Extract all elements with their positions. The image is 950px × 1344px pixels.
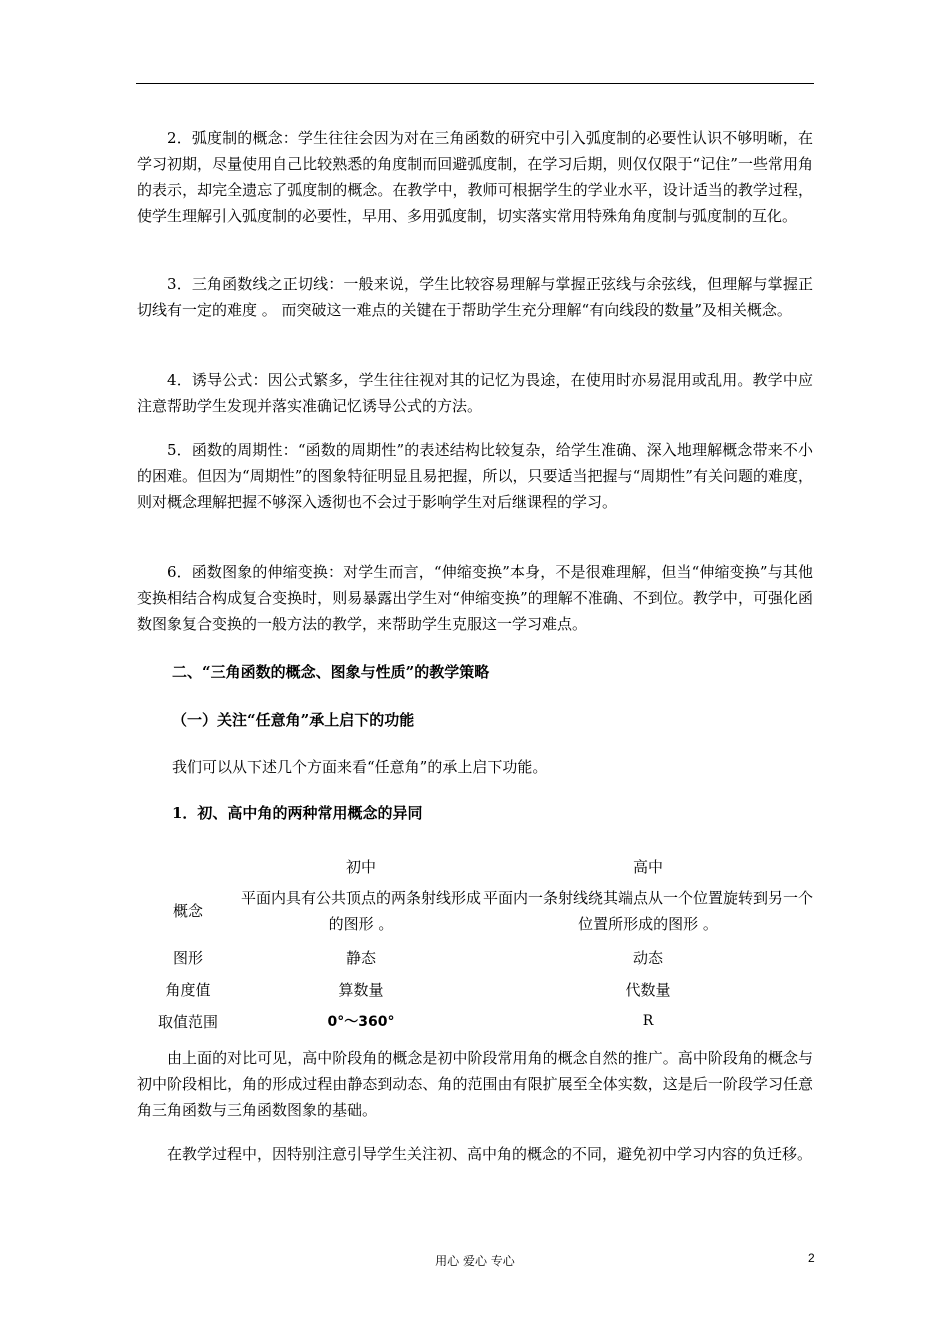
- header-rule: [136, 83, 814, 84]
- row-label-shape: 图形: [172, 948, 203, 967]
- cell-concept-senior: 平面内一条射线绕其端点从一个位置旋转到另一个位置所形成的图形 。: [483, 889, 814, 933]
- cell-range-junior: 0°～360°: [327, 1014, 395, 1030]
- row-label-angle-value: 角度值: [165, 980, 211, 999]
- table-row: [137, 973, 813, 1005]
- footer-slogan: 用心 爱心 专心: [435, 1254, 515, 1268]
- cell-shape-senior: 动态: [632, 948, 663, 967]
- table-row: [137, 1005, 813, 1037]
- paragraph-teaching-note: 在教学过程中，因特别注意引导学生关注初、高中角的概念的不同，避免初中学习内容的负迁移。: [167, 1145, 813, 1163]
- table-header-row: [137, 851, 813, 881]
- row-label-range: 取值范围: [157, 1012, 218, 1031]
- page-number: 2: [808, 1251, 815, 1265]
- row-label-concept: 概念: [172, 902, 203, 920]
- item-heading: 1．初、高中角的两种常用概念的异同: [172, 804, 423, 822]
- intro-line: 我们可以从下述几个方面来看“任意角”的承上启下功能。: [172, 758, 548, 776]
- cell-shape-junior: 静态: [345, 948, 376, 967]
- paragraph-induction-formula: 4．诱导公式：因公式繁多，学生往往视对其的记忆为畏途，在使用时亦易混用或乱用。教学中应注意帮助学生发现并落实准确记忆诱导公式的方法。: [137, 371, 813, 415]
- paragraph-periodicity: 5．函数的周期性：“函数的周期性”的表述结构比较复杂，给学生准确、深入地理解概念带来不小的困难。但因为“周期性”的图象特征明显且易把握，所以，只要适当把握与“周期性”有关问题的难度，则对概念理解把握不够深入透彻也不会过于影响学生对后继课程的学习。: [137, 441, 813, 511]
- subsection-heading: （一）关注“任意角”承上启下的功能: [172, 711, 415, 729]
- table-row: [137, 941, 813, 973]
- table-row: [137, 881, 813, 941]
- cell-concept-junior: 平面内具有公共顶点的两条射线形成的图形 。: [240, 889, 481, 933]
- header-senior: 高中: [632, 857, 663, 876]
- paragraph-radian-concept: 2．弧度制的概念：学生往往会因为对在三角函数的研究中引入弧度制的必要性认识不够明晰，在学习初期，尽量使用自己比较熟悉的角度制而回避弧度制，在学习后期，则仅仅限于“记住”一些常用角的表示，却完全遗忘了弧度制的概念。在教学中，教师可根据学生的学业水平，设计适当的教学过程，使学生理解引入弧度制的必要性，早用、多用弧度制，切实落实常用特殊角角度制与弧度制的互化。: [137, 129, 813, 225]
- paragraph-comparison-summary: 由上面的对比可见，高中阶段角的概念是初中阶段常用角的概念自然的推广。高中阶段角的概念与初中阶段相比，角的形成过程由静态到动态、角的范围由有限扩展至全体实数，这是后一阶段学习任意角三角函数与三角函数图象的基础。: [137, 1049, 813, 1119]
- angle-comparison-table: [137, 851, 813, 1037]
- section-heading: 二、“三角函数的概念、图象与性质”的教学策略: [172, 663, 490, 681]
- paragraph-stretch-transform: 6．函数图象的伸缩变换：对学生而言，“伸缩变换”本身，不是很难理解，但当“伸缩变换”与其他变换相结合构成复合变换时，则易暴露出学生对“伸缩变换”的理解不准确、不到位。教学中，可强化函数图象复合变换的一般方法的教学，来帮助学生克服这一学习难点。: [137, 563, 813, 633]
- paragraph-tangent-line: 3．三角函数线之正切线：一般来说，学生比较容易理解与掌握正弦线与余弦线，但理解与掌握正切线有一定的难度 。 而突破这一难点的关键在于帮助学生充分理解“有向线段的数量”及相关概念。: [137, 275, 813, 319]
- table-corner-cell: [137, 851, 239, 881]
- cell-angle-value-senior: 代数量: [625, 980, 671, 999]
- cell-range-senior: R: [642, 1013, 654, 1029]
- header-junior: 初中: [345, 857, 376, 876]
- cell-angle-value-junior: 算数量: [338, 980, 384, 999]
